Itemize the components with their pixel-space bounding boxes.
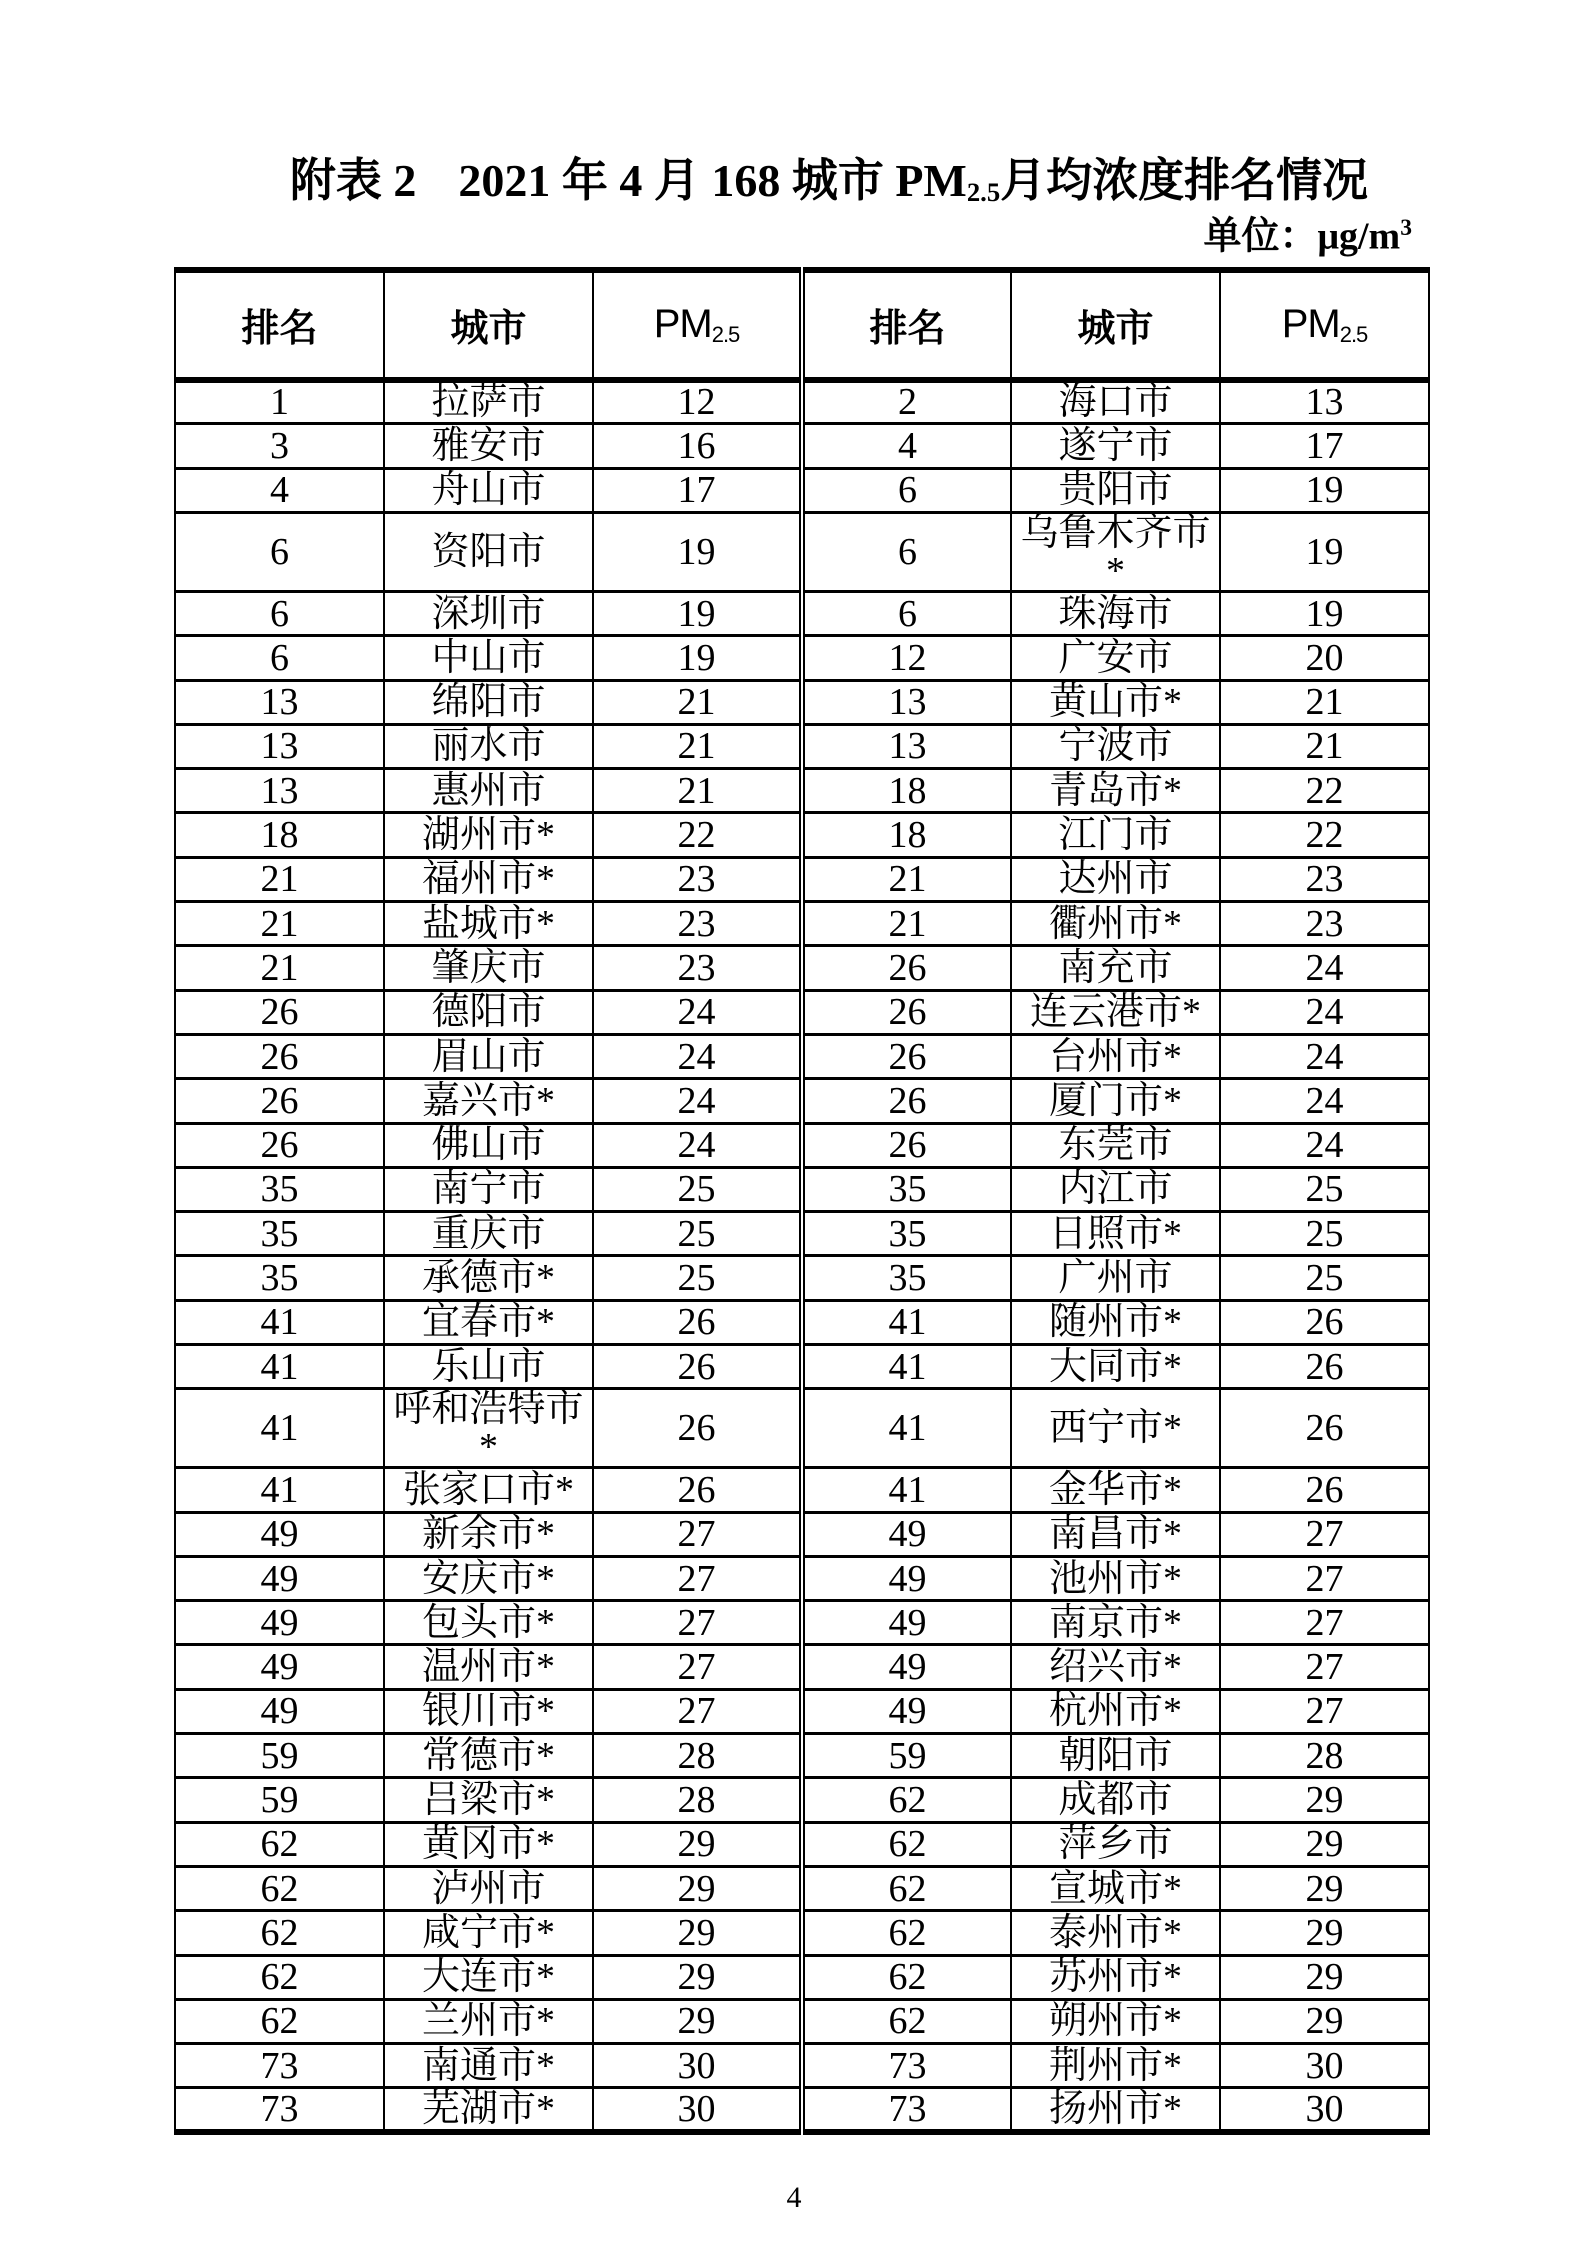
city-cell-left: 泸州市	[384, 1866, 593, 1910]
rank-cell-right: 26	[802, 990, 1011, 1034]
pm-cell-right: 21	[1220, 680, 1429, 724]
title-main-before-sub: 2021 年 4 月 168 城市 PM	[458, 155, 967, 206]
header-pm-subscript: 2.5	[1339, 321, 1368, 347]
table-row	[175, 946, 1429, 990]
rank-cell-left: 18	[175, 813, 384, 857]
city-cell-right: 珠海市	[1011, 591, 1220, 635]
header-pm-base: PM	[653, 302, 712, 347]
rank-cell-left: 6	[175, 591, 384, 635]
rank-cell-right: 4	[802, 424, 1011, 468]
header-row	[175, 270, 1429, 380]
pm-cell-left: 27	[593, 1601, 802, 1645]
city-cell-right: 大同市*	[1011, 1344, 1220, 1388]
pm-cell-right: 25	[1220, 1212, 1429, 1256]
rank-cell-right: 26	[802, 1123, 1011, 1167]
table-row	[175, 468, 1429, 512]
pm-cell-right: 29	[1220, 1955, 1429, 1999]
table-body	[175, 380, 1429, 2133]
pm-cell-left: 23	[593, 946, 802, 990]
rank-cell-right: 41	[802, 1389, 1011, 1468]
city-cell-left: 张家口市*	[384, 1468, 593, 1512]
rank-cell-left: 21	[175, 857, 384, 901]
rank-cell-left: 49	[175, 1512, 384, 1556]
header-pm-subscript: 2.5	[711, 321, 740, 347]
city-cell-right: 东莞市	[1011, 1123, 1220, 1167]
pm-cell-left: 21	[593, 680, 802, 724]
title-main-after-sub: 月均浓度排名情况	[1000, 155, 1369, 206]
pm-cell-right: 22	[1220, 813, 1429, 857]
pm-cell-left: 23	[593, 857, 802, 901]
rank-cell-left: 49	[175, 1601, 384, 1645]
city-cell-left: 重庆市	[384, 1212, 593, 1256]
rank-cell-left: 59	[175, 1778, 384, 1822]
city-cell-right: 南充市	[1011, 946, 1220, 990]
rank-cell-right: 49	[802, 1601, 1011, 1645]
unit-label	[0, 216, 1588, 258]
pm-cell-left: 29	[593, 1911, 802, 1955]
rank-cell-left: 62	[175, 1822, 384, 1866]
table-row	[175, 769, 1429, 813]
unit-superscript: 3	[1400, 215, 1412, 242]
header-city-left: 城市	[384, 270, 593, 380]
table-row	[175, 724, 1429, 768]
city-cell-left: 黄冈市*	[384, 1822, 593, 1866]
pm-cell-right: 24	[1220, 1123, 1429, 1167]
city-cell-left: 温州市*	[384, 1645, 593, 1689]
table-row	[175, 1689, 1429, 1733]
pm-cell-left: 26	[593, 1344, 802, 1388]
pm-cell-right: 22	[1220, 769, 1429, 813]
city-cell-right: 朝阳市	[1011, 1734, 1220, 1778]
city-cell-right: 成都市	[1011, 1778, 1220, 1822]
city-cell-left: 舟山市	[384, 468, 593, 512]
table-row	[175, 990, 1429, 1034]
pm-cell-right: 29	[1220, 1778, 1429, 1822]
rank-cell-right: 62	[802, 1822, 1011, 1866]
city-cell-left: 安庆市*	[384, 1556, 593, 1600]
pm-cell-left: 17	[593, 468, 802, 512]
city-cell-right: 乌鲁木齐市*	[1011, 512, 1220, 591]
city-cell-left: 嘉兴市*	[384, 1079, 593, 1123]
rank-cell-left: 73	[175, 2044, 384, 2088]
table-row	[175, 2088, 1429, 2132]
rank-cell-left: 35	[175, 1167, 384, 1211]
page-title	[0, 0, 1588, 212]
city-cell-left: 呼和浩特市*	[384, 1389, 593, 1468]
city-cell-right: 黄山市*	[1011, 680, 1220, 724]
rank-cell-right: 6	[802, 468, 1011, 512]
city-cell-right: 宁波市	[1011, 724, 1220, 768]
table-row	[175, 636, 1429, 680]
pm-cell-right: 21	[1220, 724, 1429, 768]
city-cell-left: 宜春市*	[384, 1300, 593, 1344]
pm-cell-left: 25	[593, 1167, 802, 1211]
table-row	[175, 902, 1429, 946]
rank-cell-right: 59	[802, 1734, 1011, 1778]
rank-cell-right: 6	[802, 591, 1011, 635]
rank-cell-right: 26	[802, 1034, 1011, 1078]
city-cell-left: 兰州市*	[384, 1999, 593, 2043]
pm-cell-left: 16	[593, 424, 802, 468]
city-cell-left: 芜湖市*	[384, 2088, 593, 2132]
table-row	[175, 1512, 1429, 1556]
table-row	[175, 1468, 1429, 1512]
rank-cell-right: 62	[802, 1999, 1011, 2043]
table-row	[175, 1955, 1429, 1999]
table-row	[175, 1822, 1429, 1866]
pm-cell-left: 29	[593, 1866, 802, 1910]
city-cell-left: 南通市*	[384, 2044, 593, 2088]
rank-cell-right: 41	[802, 1468, 1011, 1512]
city-cell-right: 达州市	[1011, 857, 1220, 901]
city-cell-right: 苏州市*	[1011, 1955, 1220, 1999]
pm-cell-right: 26	[1220, 1344, 1429, 1388]
rank-cell-left: 62	[175, 1999, 384, 2043]
pm-cell-right: 17	[1220, 424, 1429, 468]
city-cell-right: 厦门市*	[1011, 1079, 1220, 1123]
pm-cell-right: 20	[1220, 636, 1429, 680]
rank-cell-left: 59	[175, 1734, 384, 1778]
rank-cell-left: 6	[175, 512, 384, 591]
city-cell-right: 泰州市*	[1011, 1911, 1220, 1955]
pm-cell-left: 22	[593, 813, 802, 857]
city-cell-right: 金华市*	[1011, 1468, 1220, 1512]
table-row	[175, 1999, 1429, 2043]
city-cell-right: 衢州市*	[1011, 902, 1220, 946]
rank-cell-left: 1	[175, 380, 384, 424]
city-cell-right: 台州市*	[1011, 1034, 1220, 1078]
table-row	[175, 1778, 1429, 1822]
rank-cell-left: 49	[175, 1556, 384, 1600]
rank-cell-left: 49	[175, 1689, 384, 1733]
pm-cell-left: 30	[593, 2044, 802, 2088]
rank-cell-left: 62	[175, 1911, 384, 1955]
rank-cell-left: 41	[175, 1468, 384, 1512]
city-cell-left: 咸宁市*	[384, 1911, 593, 1955]
city-cell-left: 惠州市	[384, 769, 593, 813]
pm-cell-right: 27	[1220, 1645, 1429, 1689]
city-cell-right: 贵阳市	[1011, 468, 1220, 512]
city-cell-left: 湖州市*	[384, 813, 593, 857]
city-cell-right: 荆州市*	[1011, 2044, 1220, 2088]
city-cell-left: 丽水市	[384, 724, 593, 768]
header-pm25-right	[1220, 270, 1429, 380]
city-cell-right: 遂宁市	[1011, 424, 1220, 468]
city-cell-right: 江门市	[1011, 813, 1220, 857]
city-cell-right: 杭州市*	[1011, 1689, 1220, 1733]
pm-cell-left: 24	[593, 1079, 802, 1123]
table-row	[175, 2044, 1429, 2088]
rank-cell-right: 41	[802, 1344, 1011, 1388]
pm-cell-left: 29	[593, 1999, 802, 2043]
city-cell-right: 萍乡市	[1011, 1822, 1220, 1866]
rank-cell-left: 3	[175, 424, 384, 468]
rank-cell-right: 41	[802, 1300, 1011, 1344]
city-cell-left: 肇庆市	[384, 946, 593, 990]
city-cell-left: 德阳市	[384, 990, 593, 1034]
pm-cell-right: 24	[1220, 1079, 1429, 1123]
pm-cell-right: 24	[1220, 990, 1429, 1034]
table-row	[175, 1734, 1429, 1778]
pm-cell-left: 19	[593, 636, 802, 680]
rank-cell-right: 26	[802, 946, 1011, 990]
city-cell-left: 眉山市	[384, 1034, 593, 1078]
pm-cell-left: 29	[593, 1822, 802, 1866]
city-cell-right: 西宁市*	[1011, 1389, 1220, 1468]
rank-cell-right: 12	[802, 636, 1011, 680]
rank-cell-left: 26	[175, 1123, 384, 1167]
city-cell-left: 承德市*	[384, 1256, 593, 1300]
city-cell-right: 海口市	[1011, 380, 1220, 424]
city-cell-right: 广州市	[1011, 1256, 1220, 1300]
pm-cell-right: 29	[1220, 1822, 1429, 1866]
pm-cell-right: 27	[1220, 1556, 1429, 1600]
city-cell-right: 南昌市*	[1011, 1512, 1220, 1556]
city-cell-right: 池州市*	[1011, 1556, 1220, 1600]
table-row	[175, 424, 1429, 468]
rank-cell-right: 62	[802, 1911, 1011, 1955]
table-row	[175, 680, 1429, 724]
rank-cell-left: 35	[175, 1212, 384, 1256]
city-cell-left: 吕梁市*	[384, 1778, 593, 1822]
table-row	[175, 1601, 1429, 1645]
pm25-ranking-table	[174, 267, 1430, 2136]
city-cell-left: 盐城市*	[384, 902, 593, 946]
pm-cell-left: 26	[593, 1389, 802, 1468]
city-cell-left: 绵阳市	[384, 680, 593, 724]
city-cell-left: 银川市*	[384, 1689, 593, 1733]
rank-cell-right: 13	[802, 680, 1011, 724]
rank-cell-right: 73	[802, 2088, 1011, 2132]
city-cell-right: 扬州市*	[1011, 2088, 1220, 2132]
rank-cell-left: 62	[175, 1955, 384, 1999]
city-cell-left: 南宁市	[384, 1167, 593, 1211]
table-row	[175, 857, 1429, 901]
rank-cell-left: 13	[175, 769, 384, 813]
rank-cell-left: 49	[175, 1645, 384, 1689]
rank-cell-left: 26	[175, 990, 384, 1034]
pm-cell-right: 29	[1220, 1999, 1429, 2043]
pm-cell-right: 24	[1220, 946, 1429, 990]
rank-cell-right: 26	[802, 1079, 1011, 1123]
unit-text: 单位：μg/m	[1203, 215, 1401, 258]
rank-cell-right: 62	[802, 1955, 1011, 1999]
pm-cell-right: 29	[1220, 1866, 1429, 1910]
pm-cell-left: 23	[593, 902, 802, 946]
pm-cell-right: 29	[1220, 1911, 1429, 1955]
pm-cell-left: 28	[593, 1778, 802, 1822]
city-cell-left: 拉萨市	[384, 380, 593, 424]
pm-cell-right: 27	[1220, 1689, 1429, 1733]
pm-cell-left: 30	[593, 2088, 802, 2132]
rank-cell-right: 18	[802, 813, 1011, 857]
city-cell-left: 中山市	[384, 636, 593, 680]
table-row	[175, 591, 1429, 635]
pm-cell-left: 24	[593, 1123, 802, 1167]
pm-cell-left: 21	[593, 724, 802, 768]
table-row	[175, 1123, 1429, 1167]
table-row	[175, 1866, 1429, 1910]
rank-cell-right: 13	[802, 724, 1011, 768]
table-row	[175, 512, 1429, 591]
pm-cell-right: 27	[1220, 1601, 1429, 1645]
pm-cell-left: 24	[593, 990, 802, 1034]
rank-cell-right: 62	[802, 1866, 1011, 1910]
city-cell-right: 南京市*	[1011, 1601, 1220, 1645]
city-cell-right: 内江市	[1011, 1167, 1220, 1211]
pm-cell-left: 28	[593, 1734, 802, 1778]
rank-cell-right: 35	[802, 1167, 1011, 1211]
pm-cell-right: 23	[1220, 902, 1429, 946]
pm-cell-right: 27	[1220, 1512, 1429, 1556]
rank-cell-left: 21	[175, 902, 384, 946]
pm-cell-left: 29	[593, 1955, 802, 1999]
rank-cell-left: 13	[175, 680, 384, 724]
city-cell-left: 雅安市	[384, 424, 593, 468]
rank-cell-right: 35	[802, 1256, 1011, 1300]
rank-cell-right: 62	[802, 1778, 1011, 1822]
city-cell-left: 佛山市	[384, 1123, 593, 1167]
table-row	[175, 1645, 1429, 1689]
table-row	[175, 1300, 1429, 1344]
city-cell-right: 随州市*	[1011, 1300, 1220, 1344]
pm-cell-left: 27	[593, 1512, 802, 1556]
rank-cell-left: 4	[175, 468, 384, 512]
city-cell-right: 青岛市*	[1011, 769, 1220, 813]
city-cell-right: 连云港市*	[1011, 990, 1220, 1034]
rank-cell-right: 21	[802, 902, 1011, 946]
table-row	[175, 380, 1429, 424]
pm-cell-right: 25	[1220, 1167, 1429, 1211]
pm-cell-left: 21	[593, 769, 802, 813]
header-pm25-left	[593, 270, 802, 380]
rank-cell-right: 18	[802, 769, 1011, 813]
rank-cell-left: 6	[175, 636, 384, 680]
rank-cell-left: 21	[175, 946, 384, 990]
rank-cell-left: 26	[175, 1034, 384, 1078]
rank-cell-right: 21	[802, 857, 1011, 901]
rank-cell-left: 73	[175, 2088, 384, 2132]
city-cell-right: 绍兴市*	[1011, 1645, 1220, 1689]
rank-cell-right: 49	[802, 1689, 1011, 1733]
pm-cell-left: 24	[593, 1034, 802, 1078]
city-cell-left: 大连市*	[384, 1955, 593, 1999]
pm-cell-right: 26	[1220, 1300, 1429, 1344]
pm-cell-left: 25	[593, 1256, 802, 1300]
pm-cell-left: 12	[593, 380, 802, 424]
pm-cell-right: 19	[1220, 512, 1429, 591]
city-cell-left: 包头市*	[384, 1601, 593, 1645]
table-row	[175, 1389, 1429, 1468]
pm-cell-right: 30	[1220, 2044, 1429, 2088]
pm-cell-right: 30	[1220, 2088, 1429, 2132]
page-number: 4	[786, 2181, 802, 2215]
title-pm-subscript: 2.5	[966, 176, 1001, 207]
pm-cell-right: 25	[1220, 1256, 1429, 1300]
title-table-label: 附表 2	[289, 155, 417, 206]
pm-cell-right: 19	[1220, 468, 1429, 512]
pm-cell-left: 27	[593, 1645, 802, 1689]
city-cell-left: 乐山市	[384, 1344, 593, 1388]
rank-cell-right: 6	[802, 512, 1011, 591]
header-pm-base: PM	[1281, 302, 1340, 347]
table-row	[175, 1556, 1429, 1600]
city-cell-right: 日照市*	[1011, 1212, 1220, 1256]
pm-cell-right: 19	[1220, 591, 1429, 635]
pm-cell-left: 19	[593, 591, 802, 635]
pm-cell-left: 26	[593, 1468, 802, 1512]
table-row	[175, 1212, 1429, 1256]
rank-cell-left: 35	[175, 1256, 384, 1300]
table-row	[175, 1167, 1429, 1211]
city-cell-right: 宣城市*	[1011, 1866, 1220, 1910]
header-city-right: 城市	[1011, 270, 1220, 380]
table-row	[175, 1344, 1429, 1388]
city-cell-left: 资阳市	[384, 512, 593, 591]
pm-cell-right: 28	[1220, 1734, 1429, 1778]
city-cell-left: 常德市*	[384, 1734, 593, 1778]
rank-cell-left: 41	[175, 1300, 384, 1344]
rank-cell-right: 73	[802, 2044, 1011, 2088]
pm-cell-left: 25	[593, 1212, 802, 1256]
table-row	[175, 813, 1429, 857]
pm-cell-left: 19	[593, 512, 802, 591]
city-cell-left: 深圳市	[384, 591, 593, 635]
header-rank-left: 排名	[175, 270, 384, 380]
rank-cell-right: 49	[802, 1556, 1011, 1600]
pm-cell-left: 27	[593, 1689, 802, 1733]
pm-cell-right: 23	[1220, 857, 1429, 901]
rank-cell-right: 2	[802, 380, 1011, 424]
rank-cell-right: 49	[802, 1645, 1011, 1689]
pm-cell-right: 26	[1220, 1468, 1429, 1512]
header-rank-right: 排名	[802, 270, 1011, 380]
table-row	[175, 1911, 1429, 1955]
rank-cell-left: 62	[175, 1866, 384, 1910]
pm-cell-right: 26	[1220, 1389, 1429, 1468]
pm-cell-left: 27	[593, 1556, 802, 1600]
rank-cell-left: 13	[175, 724, 384, 768]
city-cell-right: 朔州市*	[1011, 1999, 1220, 2043]
city-cell-left: 新余市*	[384, 1512, 593, 1556]
city-cell-left: 福州市*	[384, 857, 593, 901]
rank-cell-left: 26	[175, 1079, 384, 1123]
rank-cell-left: 41	[175, 1344, 384, 1388]
table-row	[175, 1256, 1429, 1300]
rank-cell-left: 41	[175, 1389, 384, 1468]
table-row	[175, 1034, 1429, 1078]
city-cell-right: 广安市	[1011, 636, 1220, 680]
rank-cell-right: 49	[802, 1512, 1011, 1556]
pm-cell-right: 24	[1220, 1034, 1429, 1078]
pm-cell-left: 26	[593, 1300, 802, 1344]
pm-cell-right: 13	[1220, 380, 1429, 424]
rank-cell-right: 35	[802, 1212, 1011, 1256]
table-row	[175, 1079, 1429, 1123]
